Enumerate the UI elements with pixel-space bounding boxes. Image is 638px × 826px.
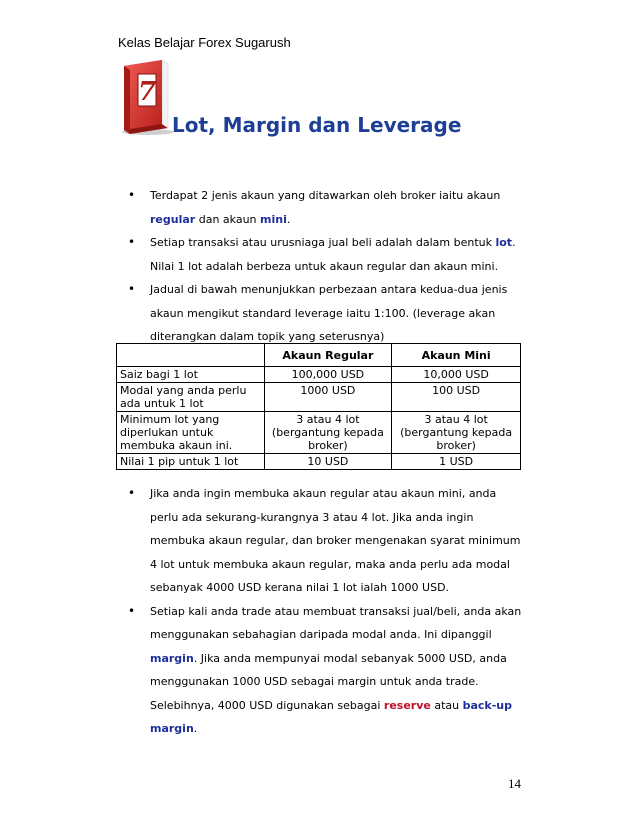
table-cell: 100 USD [392, 383, 521, 412]
keyword-margin: margin [150, 651, 194, 665]
bullet-icon: • [128, 188, 136, 202]
document-header: Kelas Belajar Forex Sugarush [118, 35, 291, 50]
table-cell: Nilai 1 pip untuk 1 lot [117, 454, 265, 470]
table-cell: 100,000 USD [264, 367, 392, 383]
page-number: 14 [508, 776, 521, 791]
table-cell: 3 atau 4 lot (bergantung kepada broker) [392, 412, 521, 454]
list-item: • Terdapat 2 jenis akaun yang ditawarkan oleh broker iaitu akaun regular dan akaun mini. [118, 184, 528, 231]
table-cell: 1000 USD [264, 383, 392, 412]
table-row [117, 412, 521, 454]
table-header-row [117, 344, 521, 367]
table-cell: Minimum lot yang diperlukan untuk membuka akaun ini. [117, 412, 265, 454]
bullet-list-top [118, 184, 528, 349]
table-row [117, 367, 521, 383]
table-header-cell: Akaun Regular [264, 344, 392, 367]
table-cell: 10 USD [264, 454, 392, 470]
table-cell: 3 atau 4 lot (bergantung kepada broker) [264, 412, 392, 454]
table-cell: Modal yang anda perlu ada untuk 1 lot [117, 383, 265, 412]
chapter-number: 7 [137, 77, 157, 107]
table-row [117, 383, 521, 412]
list-item: • Setiap kali anda trade atau membuat transaksi jual/beli, anda akan menggunakan sebahagian daripada modal anda. Ini dipanggil margin. Jika anda mempunyai modal sebanyak 5000 USD, anda menggunakan 1000 USD sebagai margin untuk anda trade. Selebihnya, 4000 USD digunakan sebagai reserve atau back-up margin. [118, 600, 528, 741]
table-header-cell: Akaun Mini [392, 344, 521, 367]
page-title: Lot, Margin dan Leverage [172, 113, 462, 137]
table-cell: 10,000 USD [392, 367, 521, 383]
table-cell: Saiz bagi 1 lot [117, 367, 265, 383]
keyword-lot: lot [495, 236, 513, 249]
table-row [117, 454, 521, 470]
bullet-icon: • [128, 282, 136, 296]
keyword-mini: mini [260, 212, 287, 226]
keyword-backup-margin: back-up margin [150, 698, 513, 735]
bullet-icon: • [128, 486, 136, 500]
bullet-icon: • [128, 603, 136, 618]
bullet-list-bottom [118, 482, 528, 741]
chapter-book-icon [118, 58, 180, 136]
bullet-icon: • [128, 235, 136, 249]
keyword-reserve: reserve [383, 698, 431, 712]
account-comparison-table [116, 343, 521, 470]
list-item: • Jadual di bawah menunjukkan perbezaan antara kedua-dua jenis akaun mengikut standard leverage iaitu 1:100. (leverage akan diterangkan dalam topik yang seterusnya) [118, 278, 528, 349]
keyword-regular: regular [150, 212, 196, 226]
list-item: • Setiap transaksi atau urusniaga jual beli adalah dalam bentuk lot. Nilai 1 lot adalah berbeza untuk akaun regular dan akaun mini. [118, 231, 528, 278]
table-header-cell [117, 344, 265, 367]
table-cell: 1 USD [392, 454, 521, 470]
list-item: • Jika anda ingin membuka akaun regular atau akaun mini, anda perlu ada sekurang-kurangnya 3 atau 4 lot. Jika anda ingin membuka akaun regular, dan broker mengenakan syarat minimum 4 lot untuk membuka akaun regular, maka anda perlu ada modal sebanyak 4000 USD kerana nilai 1 lot ialah 1000 USD. [118, 482, 528, 600]
